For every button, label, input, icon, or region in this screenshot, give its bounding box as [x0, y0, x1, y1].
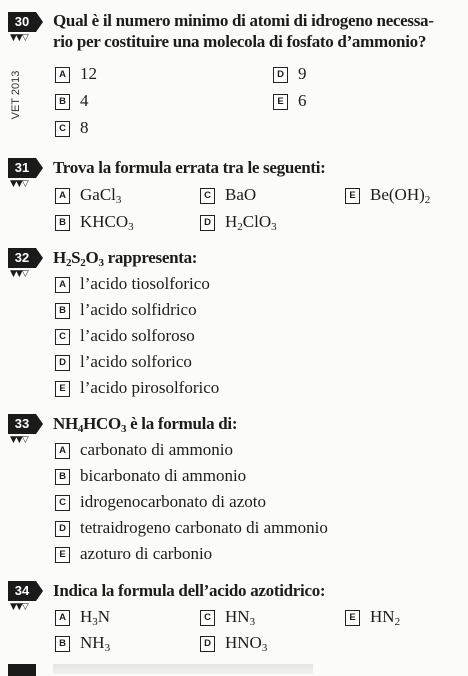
question-stem: Trova la formula errata tra le seguenti: [53, 158, 326, 177]
question-number: 32 [8, 248, 36, 268]
answer-option[interactable]: E l’acido pirosolforico [55, 378, 219, 398]
answer-option[interactable]: D 9 [273, 64, 307, 84]
question-stem: Qual è il numero minimo di atomi di idrogeno necessa- rio per costituire una molecola di fosfato d’ammonio? [53, 11, 434, 51]
answer-option[interactable]: C 8 [55, 118, 89, 138]
answer-option[interactable]: E $Be(OH)_2$ [345, 185, 430, 205]
question-number: 30 [8, 12, 36, 32]
question-stem: $NH_4HCO_3$ è la formula di: [53, 414, 238, 435]
question-number: 31 [8, 158, 36, 178]
answer-option[interactable]: B 4 [55, 91, 89, 111]
answer-option[interactable]: E 6 [273, 91, 307, 111]
difficulty-icon: ▼▼▽ [10, 179, 28, 189]
answer-option[interactable]: A carbonato di ammonio [55, 440, 233, 460]
next-question-number-cut [8, 664, 36, 676]
question-stem: Indica la formula dell’acido azotidrico: [53, 581, 326, 600]
answer-option[interactable]: B $NH_3$ [55, 633, 110, 653]
answer-option[interactable]: C l’acido solforoso [55, 326, 195, 346]
answer-option[interactable]: D $H_2ClO_3$ [200, 212, 277, 232]
answer-option[interactable]: A GaCl$_3$ [55, 185, 121, 205]
answer-option[interactable]: B l’acido solfidrico [55, 300, 197, 320]
question-number: 33 [8, 414, 36, 434]
answer-option[interactable]: B $KHCO_3$ [55, 212, 134, 232]
answer-option[interactable]: E $HN_2$ [345, 607, 400, 627]
answer-option[interactable]: C $HN_3$ [200, 607, 255, 627]
answer-option[interactable]: D tetraidrogeno carbonato di ammonio [55, 518, 328, 538]
answer-option[interactable]: A 12 [55, 64, 97, 84]
answer-option[interactable]: B bicarbonato di ammonio [55, 466, 246, 486]
answer-option[interactable]: D $HNO_3$ [200, 633, 267, 653]
answer-option[interactable]: E azoturo di carbonio [55, 544, 212, 564]
question-stem: $H_2S_2O_3$ rappresenta: [53, 248, 198, 269]
answer-option[interactable]: C idrogenocarbonato di azoto [55, 492, 266, 512]
answer-option[interactable]: A $H_3N$ [55, 607, 110, 627]
answer-option[interactable]: D l’acido solforico [55, 352, 192, 372]
next-question-stem-cut [53, 664, 313, 674]
exam-source-label: VET 2013 [10, 70, 22, 120]
difficulty-icon: ▼▼▽ [10, 435, 28, 445]
question-number: 34 [8, 581, 36, 601]
difficulty-icon: ▼▼▽ [10, 269, 28, 279]
difficulty-icon: ▼▼▽ [10, 602, 28, 612]
answer-option[interactable]: C BaO [200, 185, 256, 205]
answer-option[interactable]: A l’acido tiosolforico [55, 274, 210, 294]
difficulty-icon: ▼▼▽ [10, 33, 28, 43]
